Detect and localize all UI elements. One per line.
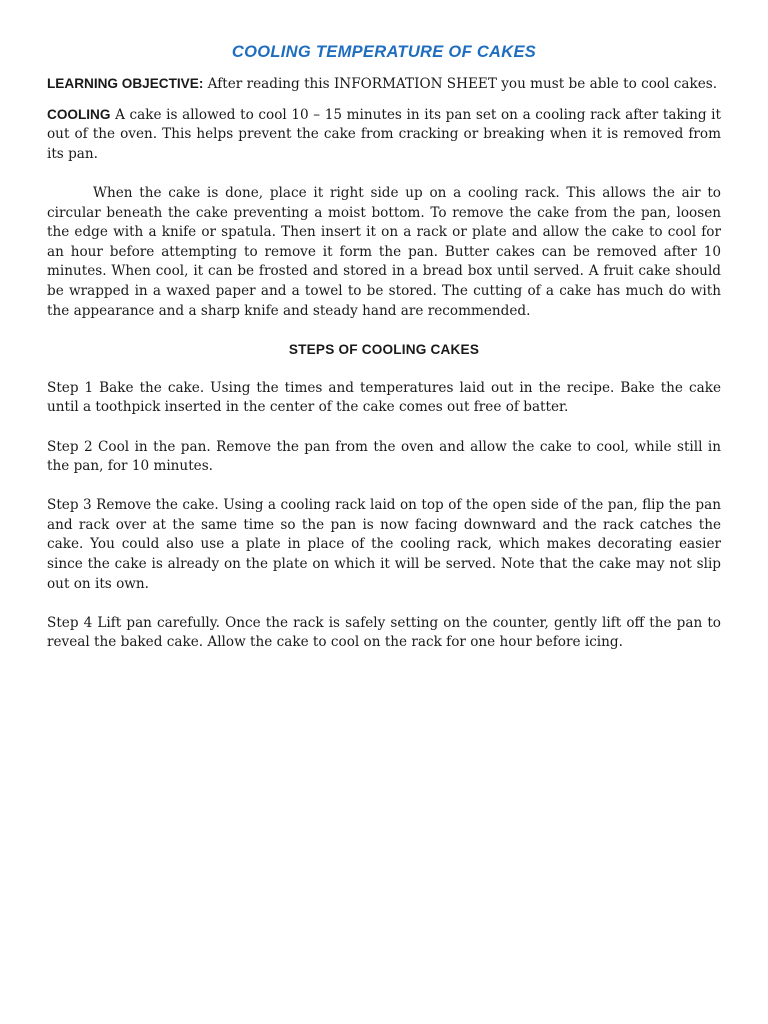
cooling-paragraph bbox=[47, 105, 721, 165]
step-2: Step 2 Cool in the pan. Remove the pan from the oven and allow the cake to cool, while still in the pan, for 10 minutes. bbox=[47, 438, 721, 475]
learning-objective bbox=[47, 74, 721, 95]
cooling-text: A cake is allowed to cool 10 – 15 minutes in its pan set on a cooling rack after taking it out of the oven. This helps prevent the cake from cracking or breaking when it is removed from its pan. bbox=[47, 106, 721, 162]
step-3: Step 3 Remove the cake. Using a cooling rack laid on top of the open side of the pan, flip the pan and rack over at the same time so the pan is now facing downward and the rack catches the cake. You could also use a plate in place of the cooling rack, which makes decorating easier since the cake is already on the plate on which it will be served. Note that the cake may not slip out on its own. bbox=[47, 497, 721, 592]
cooling-details-paragraph: When the cake is done, place it right side up on a cooling rack. This allows the air to circular beneath the cake preventing a moist bottom. To remove the cake from the pan, loosen the edge with a knife or spatula. Then insert it on a rack or plate and allow the cake to cool for an hour before attempting to remove it form the pan. Butter cakes can be removed after 10 minutes. When cool, it can be frosted and stored in a bread box until served. A fruit cake should be wrapped in a waxed paper and a towel to be stored. The cutting of a cake has much do with the appearance and a sharp knife and steady hand are recommended. bbox=[47, 184, 721, 319]
learning-objective-label: LEARNING OBJECTIVE: bbox=[47, 76, 204, 91]
page-title: COOLING TEMPERATURE OF CAKES bbox=[231, 43, 537, 61]
learning-objective-text: After reading this INFORMATION SHEET you must be able to cool cakes. bbox=[203, 76, 718, 92]
steps-heading: STEPS OF COOLING CAKES bbox=[288, 342, 480, 358]
cooling-label: COOLING bbox=[47, 106, 111, 122]
step-1: Step 1 Bake the cake. Using the times and temperatures laid out in the recipe. Bake the cake until a toothpick inserted in the center of the cake comes out free of batter. bbox=[47, 379, 721, 416]
information-sheet bbox=[47, 40, 721, 673]
step-4: Step 4 Lift pan carefully. Once the rack is safely setting on the counter, gently lift off the pan to reveal the baked cake. Allow the cake to cool on the rack for one hour before icing. bbox=[47, 614, 721, 651]
